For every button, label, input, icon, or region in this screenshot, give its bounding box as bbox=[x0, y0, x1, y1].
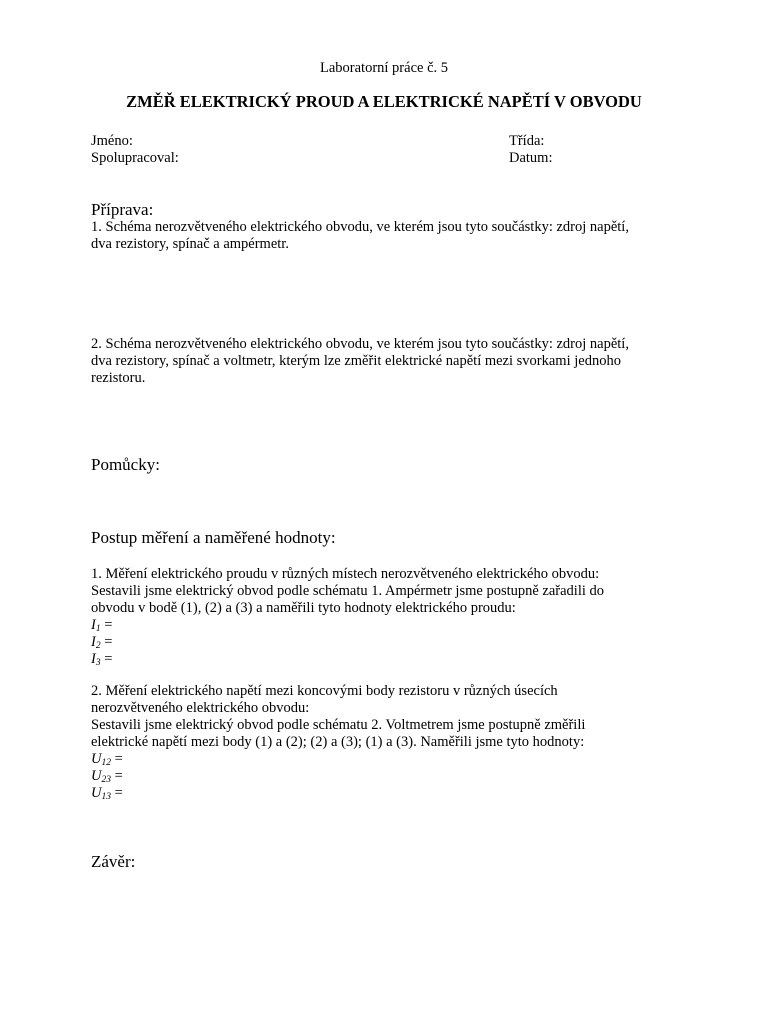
preparation-item-1 bbox=[91, 219, 681, 253]
current-symbol: $I_1$ bbox=[91, 617, 101, 634]
current-value-row: $I_2$ = bbox=[91, 634, 113, 651]
name-label: Jméno: bbox=[91, 133, 133, 149]
equipment-heading: Pomůcky: bbox=[91, 455, 160, 474]
measurement-1 bbox=[91, 566, 681, 668]
measurement-2-line: 2. Měření elektrického napětí mezi koncovými body rezistoru v různých úsecích bbox=[91, 683, 558, 699]
preparation-heading: Příprava: bbox=[91, 200, 154, 219]
page-title: ZMĚŘ ELEKTRICKÝ PROUD A ELEKTRICKÉ NAPĚTÍ V OBVODU bbox=[126, 92, 642, 111]
preparation-item-1-line: dva rezistory, spínač a ampérmetr. bbox=[91, 236, 289, 252]
voltage-symbol: $U_{12}$ bbox=[91, 751, 111, 768]
preparation-item-1-line: 1. Schéma nerozvětveného elektrického obvodu, ve kterém jsou tyto součástky: zdroj napětí, bbox=[91, 219, 629, 235]
lab-number: Laboratorní práce č. 5 bbox=[319, 60, 448, 76]
preparation-item-2-line: rezistoru. bbox=[91, 370, 146, 386]
voltage-symbol: $U_{13}$ bbox=[91, 785, 111, 802]
measurement-1-line: Sestavili jsme elektrický obvod podle schématu 1. Ampérmetr jsme postupně zařadili do bbox=[91, 583, 605, 599]
voltage-value-row: $U_{13}$ = bbox=[91, 785, 123, 802]
current-symbol: $I_2$ bbox=[91, 634, 101, 651]
coworker-label: Spolupracoval: bbox=[91, 150, 179, 166]
measurement-1-line: 1. Měření elektrického proudu v různých místech nerozvětveného elektrického obvodu: bbox=[91, 566, 600, 582]
date-label: Datum: bbox=[509, 150, 553, 166]
measurement-2 bbox=[91, 683, 681, 802]
measurement-2-line: elektrické napětí mezi body (1) a (2); (2) a (3); (1) a (3). Naměřili jsme tyto hodnoty: bbox=[91, 734, 585, 750]
current-value-row: $I_1$ = bbox=[91, 617, 113, 634]
procedure-heading: Postup měření a naměřené hodnoty: bbox=[91, 528, 336, 547]
conclusion-heading: Závěr: bbox=[91, 852, 136, 871]
measurement-2-line: Sestavili jsme elektrický obvod podle schématu 2. Voltmetrem jsme postupně změřili bbox=[91, 717, 586, 733]
current-symbol: $I_3$ bbox=[91, 651, 101, 668]
current-value-row: $I_3$ = bbox=[91, 651, 113, 668]
preparation-item-2-line: 2. Schéma nerozvětveného elektrického obvodu, ve kterém jsou tyto součástky: zdroj napětí, bbox=[91, 336, 629, 352]
measurement-1-line: obvodu v bodě (1), (2) a (3) a naměřili tyto hodnoty elektrického proudu: bbox=[91, 600, 516, 616]
measurement-2-line: nerozvětveného elektrického obvodu: bbox=[91, 700, 310, 716]
voltage-value-row: $U_{23}$ = bbox=[91, 768, 123, 785]
class-label: Třída: bbox=[509, 133, 545, 149]
preparation-item-2-line: dva rezistory, spínač a voltmetr, kterým lze změřit elektrické napětí mezi svorkami jednoho bbox=[91, 353, 621, 369]
voltage-symbol: $U_{23}$ bbox=[91, 768, 111, 785]
voltage-value-row: $U_{12}$ = bbox=[91, 751, 123, 768]
preparation-item-2 bbox=[91, 336, 681, 387]
